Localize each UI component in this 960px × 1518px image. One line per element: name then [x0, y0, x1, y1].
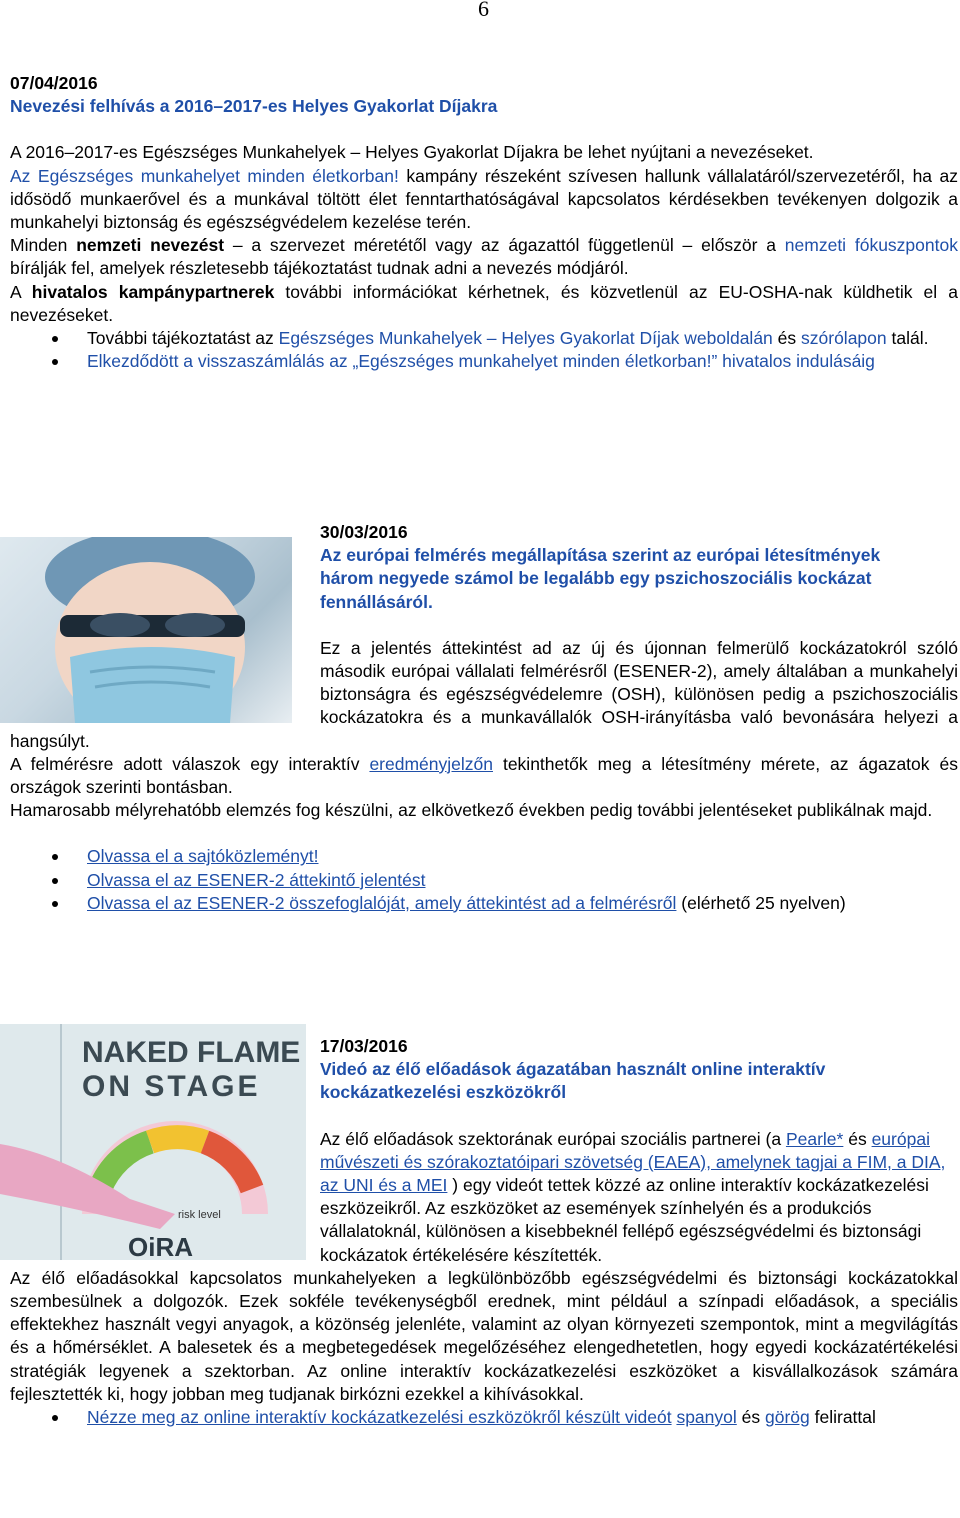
bullet-list [10, 845, 958, 915]
spanish-subtitles-link[interactable]: spanyol [676, 1407, 737, 1428]
naked-flame-illustration [0, 1024, 306, 1260]
surgeon-photo [0, 537, 292, 723]
oira-logo: OiRA [128, 1232, 193, 1260]
bullet-icon [52, 336, 58, 342]
image-caption: NAKED FLAME [82, 1036, 301, 1069]
list-item: Olvassa el az ESENER-2 összefoglalóját, amely áttekintést ad a felmérésről (elérhető 25 nyelven) [10, 892, 958, 915]
video-link[interactable]: Nézze meg az online interaktív kockázatkezelési eszközökről készült videót [87, 1407, 672, 1428]
paragraph: Az élő előadásokkal kapcsolatos munkahelyeken a legkülönbözőbb egészségvédelmi és biztonsági kockázatokkal szembesülnek a dolgozók. Ezek sokféle tevékenységből erednek, mint például a színpadi előadások, a speciális effektekhez használt vegyi anyagok, a közönség jelenléte, valamint az olyan környezeti szempontok, mint a megvilágítás és a hőmérséklet. A balesetek és a megbetegedések megelőzéséhez elengedhetetlen, hogy egyedi kockázatértékelési stratégiák legyenek a szektorban. Az online interaktív kockázatkezelési eszközöket a kisvállalkozások számára fejlesztették ki, hogy jobban meg tudjanak birkózni ezekkel a kihívásokkal. [10, 1267, 958, 1404]
bullet-list [10, 1406, 958, 1429]
flyer-link[interactable]: szórólapon [801, 328, 887, 349]
news-item-1 [10, 72, 958, 373]
paragraph: Minden nemzeti nevezést – a szervezet méretétől vagy az ágazattól függetlenül – először a nemzeti fókuszpontok bírálják fel, amelyek részletesebb tájékoztatást tudnak adni a nevezés módjáról. [10, 235, 958, 279]
list-item: További tájékoztatást az Egészséges Munkahelyek – Helyes Gyakorlat Díjak weboldalán és szórólapon talál. [10, 327, 958, 350]
bullet-icon [52, 359, 58, 365]
overview-report-link[interactable]: Olvassa el az ESENER-2 áttekintő jelentést [87, 869, 426, 890]
news-date: 17/03/2016 [320, 1036, 408, 1056]
news-item-3 [10, 1024, 958, 1429]
bullet-icon [52, 1415, 58, 1421]
focal-points-link[interactable]: nemzeti fókuszpontok [784, 235, 958, 256]
news-date: 07/04/2016 [10, 73, 98, 93]
news-item-2 [10, 521, 958, 915]
summary-link[interactable]: Olvassa el az ESENER-2 összefoglalóját, amely áttekintést ad a felmérésről [87, 892, 677, 913]
paragraph: Az élő előadások szektorának európai szociális partnerei (a Pearle* és európai művészeti és szórakoztatóipari szövetség (EAEA), amelynek tagjai a FIM, a DIA, az UNI és a MEI ) egy videót tettek közzé az online interaktív kockázatkezelési eszközeikről. Az eszközöket az események színhelyén és a produkciós vállalatoknál, különösen a kisebbeknél fellépő egészségvédelmi és biztonsági kockázatok értékelésére készítették. [320, 1128, 946, 1265]
awards-website-link[interactable]: Egészséges Munkahelyek – Helyes Gyakorlat Díjak weboldalán [278, 328, 773, 349]
pearle-link[interactable]: Pearle* [785, 1128, 844, 1149]
gauge-label: risk level [178, 1209, 221, 1221]
oira-video-thumbnail[interactable] [0, 1024, 306, 1260]
news-title: Az európai felmérés megállapítása szerint az európai létesítmények három negyede számol be legalább egy pszichoszociális kockázat fennállásáról. [320, 545, 881, 612]
scoreboard-link[interactable]: eredményjelzőn [369, 753, 493, 774]
paragraph: Hamarosabb mélyrehatóbb elemzés fog készülni, az elkövetkező években pedig további jelentéseket publikálnak majd. [10, 800, 933, 821]
eaea-link[interactable]: európai művészeti és szórakoztatóipari szövetség (EAEA), amelynek tagjai a FIM, a DIA, az UNI és a MEI [320, 1128, 946, 1196]
paragraph: A 2016–2017-es Egészséges Munkahelyek – Helyes Gyakorlat Díjakra be lehet nyújtani a nevezéseket. [10, 142, 814, 163]
surgeon-illustration [0, 537, 292, 723]
list-item [10, 350, 958, 373]
list-item: Nézze meg az online interaktív kockázatkezelési eszközökről készült videót spanyol és görög felirattal [10, 1406, 958, 1429]
image-caption: ON STAGE [82, 1070, 261, 1103]
bullet-icon [52, 901, 58, 907]
bullet-list [10, 327, 958, 373]
paragraph: Ez a jelentés áttekintést ad az új és újonnan felmerülő kockázatokról szóló második európai vállalati felmérésről (ESENER-2), amely általában a munkahelyi biztonságra és egészségvédelemre (OSH), különösen pedig a pszichoszociális kockázatokra és a munkavállalók OSH-irányításba való bevonására helyezi a hangsúlyt. [10, 637, 958, 751]
bullet-icon [52, 854, 58, 860]
news-title: Nevezési felhívás a 2016–2017-es Helyes Gyakorlat Díjakra [10, 96, 498, 117]
paragraph: A hivatalos kampánypartnerek további információkat kérhetnek, és közvetlenül az EU-OSHA-nak küldhetik el a nevezéseket. [10, 281, 958, 325]
bullet-icon [52, 878, 58, 884]
list-item [10, 845, 958, 868]
countdown-link[interactable]: Elkezdődött a visszaszámlálás az „Egészséges munkahelyet minden életkorban!” hivatalos indulásáig [87, 351, 875, 372]
paragraph: A felmérésre adott válaszok egy interaktív eredményjelzőn tekinthetők meg a létesítmény mérete, az ágazatok és országok szerinti bontásban. [10, 753, 958, 798]
list-item [10, 869, 958, 892]
paragraph: Az Egészséges munkahelyet minden életkorban! kampány részeként szívesen hallunk vállalatáról/szervezetéről, ha az idősödő munkaerővel és a munkával töltött élet fenntarthatóságával kapcsolatos kérdésekben tevékenyen dolgozik a munkahelyi biztonság és egészségvédelem kezelése terén. [10, 165, 958, 233]
page-number: 6 [478, 0, 489, 21]
greek-subtitles-link[interactable]: görög [765, 1407, 810, 1428]
press-release-link[interactable]: Olvassa el a sajtóközleményt! [87, 846, 319, 867]
news-date: 30/03/2016 [320, 522, 408, 542]
news-title: Videó az élő előadások ágazatában használt online interaktív kockázatkezelési eszközökről [320, 1059, 826, 1103]
campaign-link[interactable]: Az Egészséges munkahelyet minden életkorban! [10, 165, 399, 186]
